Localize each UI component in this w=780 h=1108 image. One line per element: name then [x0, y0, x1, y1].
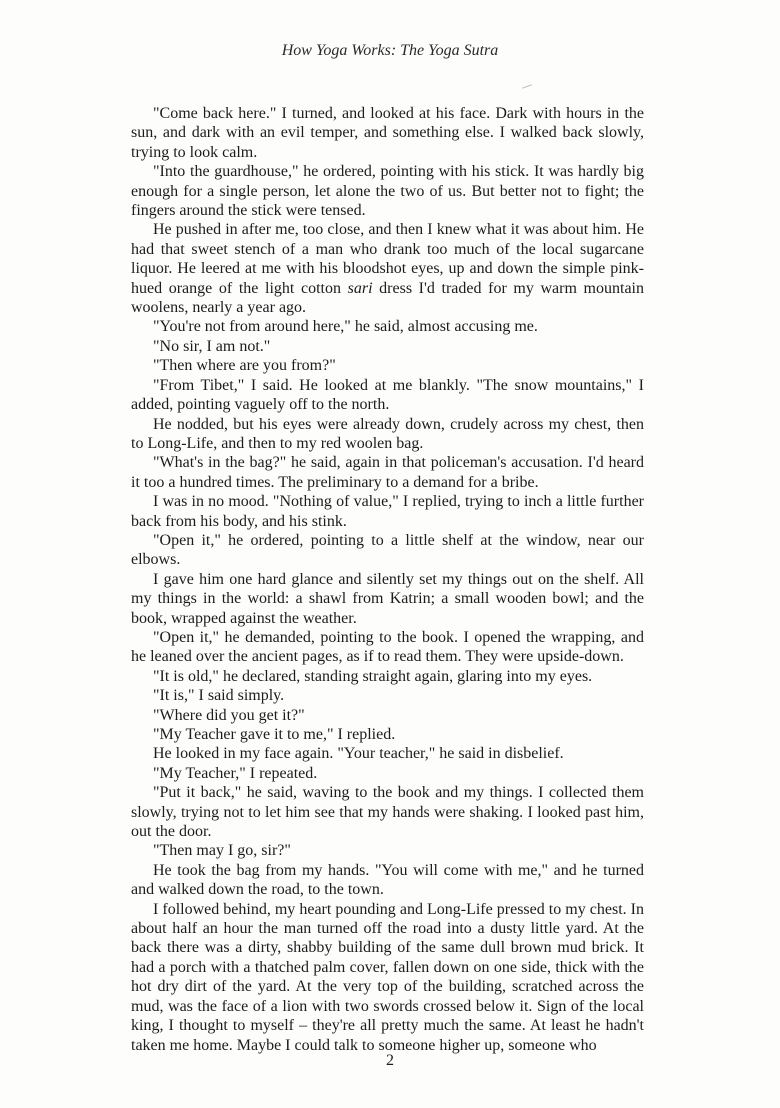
paragraph: He took the bag from my hands. "You will come with me," and he turned and walked down the road, to the town.	[131, 861, 644, 899]
paragraph: He nodded, but his eyes were already down, crudely across my chest, then to Long-Life, and then to my red woolen bag.	[131, 415, 644, 452]
paragraph: "Come back here." I turned, and looked at his face. Dark with hours in the sun, and dark with an evil temper, and something else. I walked back slowly, trying to look calm.	[131, 105, 644, 161]
paragraph: "Where did you get it?"	[153, 706, 305, 724]
scan-mark	[522, 84, 532, 88]
italic-word: sari	[347, 279, 373, 297]
paragraph: "Open it," he demanded, pointing to the book. I opened the wrapping, and he leaned over the ancient pages, as if to read them. They were upside-down.	[131, 628, 644, 666]
paragraph: I followed behind, my heart pounding and Long-Life pressed to my chest. In about half an hour the man turned off the road into a dusty little yard. At the back there was a dirty, shabby building of the same dull brown mud brick. It had a porch with a thatched palm cover, fallen down on one side, thick with the hot dry dirt of the yard. At the very top of the building, scratched across the mud, was the face of a lion with two swords crossed below it. Sign of the local king, I thought to myself – they're all pretty much the same. At least he hadn't taken me home. Maybe I could talk to someone higher up, someone who	[131, 900, 644, 1054]
paragraph: "It is old," he declared, standing straight again, glaring into my eyes.	[153, 667, 593, 685]
running-header: How Yoga Works: The Yoga Sutra	[281, 42, 499, 59]
paragraph: "It is," I said simply.	[153, 687, 285, 705]
paragraph: "Then where are you from?"	[153, 357, 336, 375]
paragraph: I was in no mood. "Nothing of value," I replied, trying to inch a little further back from his body, and his stink.	[131, 493, 644, 530]
paragraph: "Put it back," he said, waving to the book and my things. I collected them slowly, trying not to let him see that my hands were shaking. I looked past him, out the door.	[131, 784, 644, 841]
paragraph: "My Teacher gave it to me," I replied.	[153, 726, 396, 743]
paragraph: "Then may I go, sir?"	[153, 842, 291, 860]
paragraph: "From Tibet," I said. He looked at me blankly. "The snow mountains," I added, pointing vaguely off to the north.	[131, 376, 644, 414]
paragraph: "Open it," he ordered, pointing to a little shelf at the window, near our elbows.	[131, 531, 644, 569]
paragraph: "You're not from around here," he said, almost accusing me.	[153, 318, 538, 336]
paragraph: I gave him one hard glance and silently set my things out on the shelf. All my things in the world: a shawl from Katrin; a small wooden bowl; and the book, wrapped against the weather.	[131, 570, 644, 627]
paragraph: "My Teacher," I repeated.	[153, 764, 318, 782]
paragraph: He pushed in after me, too close, and then I knew what it was about him. He had that sweet stench of a man who drank too much of the local sugarcane liquor. He leered at me with his bloodshot eyes, up and down the simple pink-hued orange of the light cotton sari dress I'd traded for my warm mountain woolens, nearly a year ago.	[131, 221, 644, 317]
paragraph: "Into the guardhouse," he ordered, pointing with his stick. It was hardly big enough for a single person, let alone the two of us. But better not to fight; the fingers around the stick were tensed.	[131, 163, 644, 220]
paragraph: He looked in my face again. "Your teacher," he said in disbelief.	[153, 745, 564, 763]
body-text	[131, 104, 644, 1055]
paragraph: "What's in the bag?" he said, again in that policeman's accusation. I'd heard it too a hundred times. The preliminary to a demand for a bribe.	[131, 454, 644, 491]
page-number: 2	[386, 1052, 394, 1069]
paragraph: "No sir, I am not."	[153, 337, 271, 355]
